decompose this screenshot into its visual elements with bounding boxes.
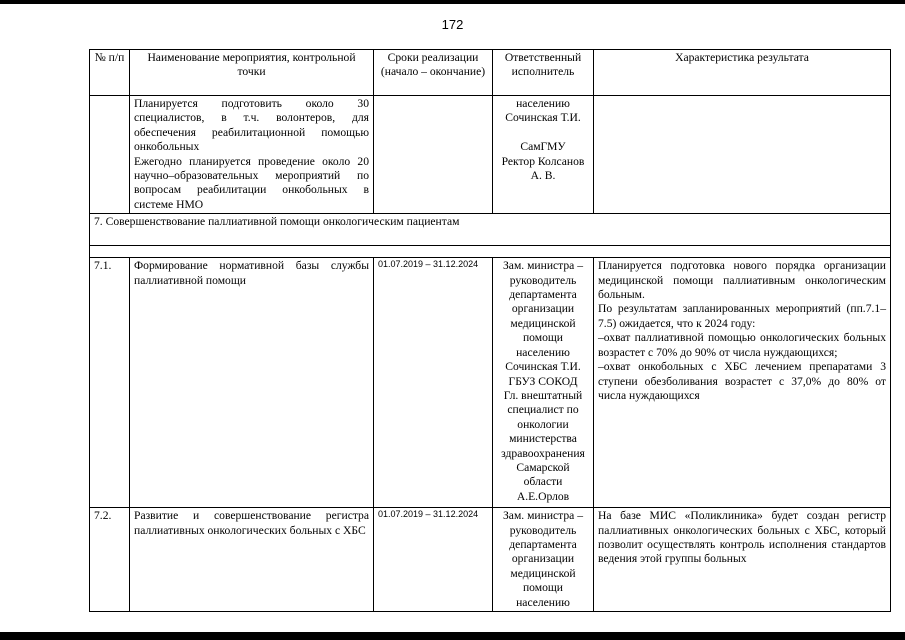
- responsible-line: Зам. министра – руководитель департамента организации медицинской помощи населению: [502, 259, 584, 359]
- row-terms: 01.07.2019 – 31.12.2024: [374, 508, 493, 612]
- responsible-line: Зам. министра – руководитель департамента организации медицинской помощи населению: [502, 509, 584, 609]
- responsible-line: Сочинская Т.И.: [505, 360, 581, 374]
- row-result: [594, 508, 891, 612]
- continued-name-cell: [130, 96, 374, 214]
- header-name: Наименование мероприятия, контрольной точки: [130, 50, 374, 96]
- continued-name-line: Планируется подготовить около 30 специалистов, в т.ч. волонтеров, для обеспечения реабилитационной помощью онкобольных: [134, 97, 369, 154]
- table-row: [90, 508, 891, 612]
- section-title: 7. Совершенствование паллиативной помощи онкологическим пациентам: [90, 214, 891, 246]
- responsible-line: населению: [516, 97, 570, 110]
- bottom-border: [0, 632, 905, 640]
- responsible-line: СамГМУ: [520, 140, 566, 154]
- responsible-line: Ректор Колсанов А. В.: [501, 154, 585, 183]
- row-name: Развитие и совершенствование регистра паллиативных онкологических больных с ХБС: [130, 508, 374, 612]
- result-line: –охват паллиативной помощью онкологических больных возрастет с 70% до 90% от числа нуждающихся;: [598, 331, 886, 359]
- result-line: Планируется подготовка нового порядка организации медицинской помощи паллиативным онкологическим больным.: [598, 259, 886, 302]
- spacer-row: [90, 246, 891, 258]
- row-terms: 01.07.2019 – 31.12.2024: [374, 258, 493, 508]
- row-responsible: [493, 508, 594, 612]
- responsible-line: [497, 126, 589, 140]
- table-header-row: [90, 50, 891, 96]
- row-name: Формирование нормативной базы службы паллиативной помощи: [130, 258, 374, 508]
- page-number: 172: [441, 17, 464, 32]
- result-line: По результатам запланированных мероприятий (пп.7.1– 7.5) ожидается, что к 2024 году:: [598, 302, 886, 330]
- section-row: [90, 214, 891, 246]
- row-responsible: [493, 258, 594, 508]
- activities-table: [89, 49, 891, 612]
- table-row: [90, 258, 891, 508]
- top-border: [0, 0, 905, 4]
- responsible-line: Сочинская Т.И.: [505, 111, 581, 125]
- header-result: Характеристика результата: [594, 50, 891, 96]
- result-line: –охват онкобольных с ХБС лечением препаратами 3 ступени обезболивания возрастет с 37,0% до 80% от числа нуждающихся: [598, 360, 886, 402]
- responsible-line: Гл. внештатный специалист по онкологии министерства здравоохранения Самарской области: [501, 388, 585, 489]
- table-row-continued: [90, 96, 891, 214]
- continued-responsible-cell: [493, 96, 594, 214]
- header-num: № п/п: [90, 50, 130, 96]
- result-line: На базе МИС «Поликлиника» будет создан регистр паллиативных онкологических больных с ХБС, который позволит осуществлять контроль исполнения стандартов ведения этой группы больных: [598, 509, 886, 566]
- row-num: 7.2.: [90, 508, 130, 612]
- header-responsible: Ответственный исполнитель: [493, 50, 594, 96]
- row-result: [594, 258, 891, 508]
- continued-name-line: Ежегодно планируется проведение около 20 научно–образовательных мероприятий по вопросам реабилитации онкобольных в системе НМО: [134, 154, 369, 211]
- header-terms: Сроки реализации (начало – окончание): [374, 50, 493, 96]
- responsible-line: ГБУЗ СОКОД: [508, 374, 578, 388]
- responsible-line: А.Е.Орлов: [516, 489, 570, 503]
- row-num: 7.1.: [90, 258, 130, 508]
